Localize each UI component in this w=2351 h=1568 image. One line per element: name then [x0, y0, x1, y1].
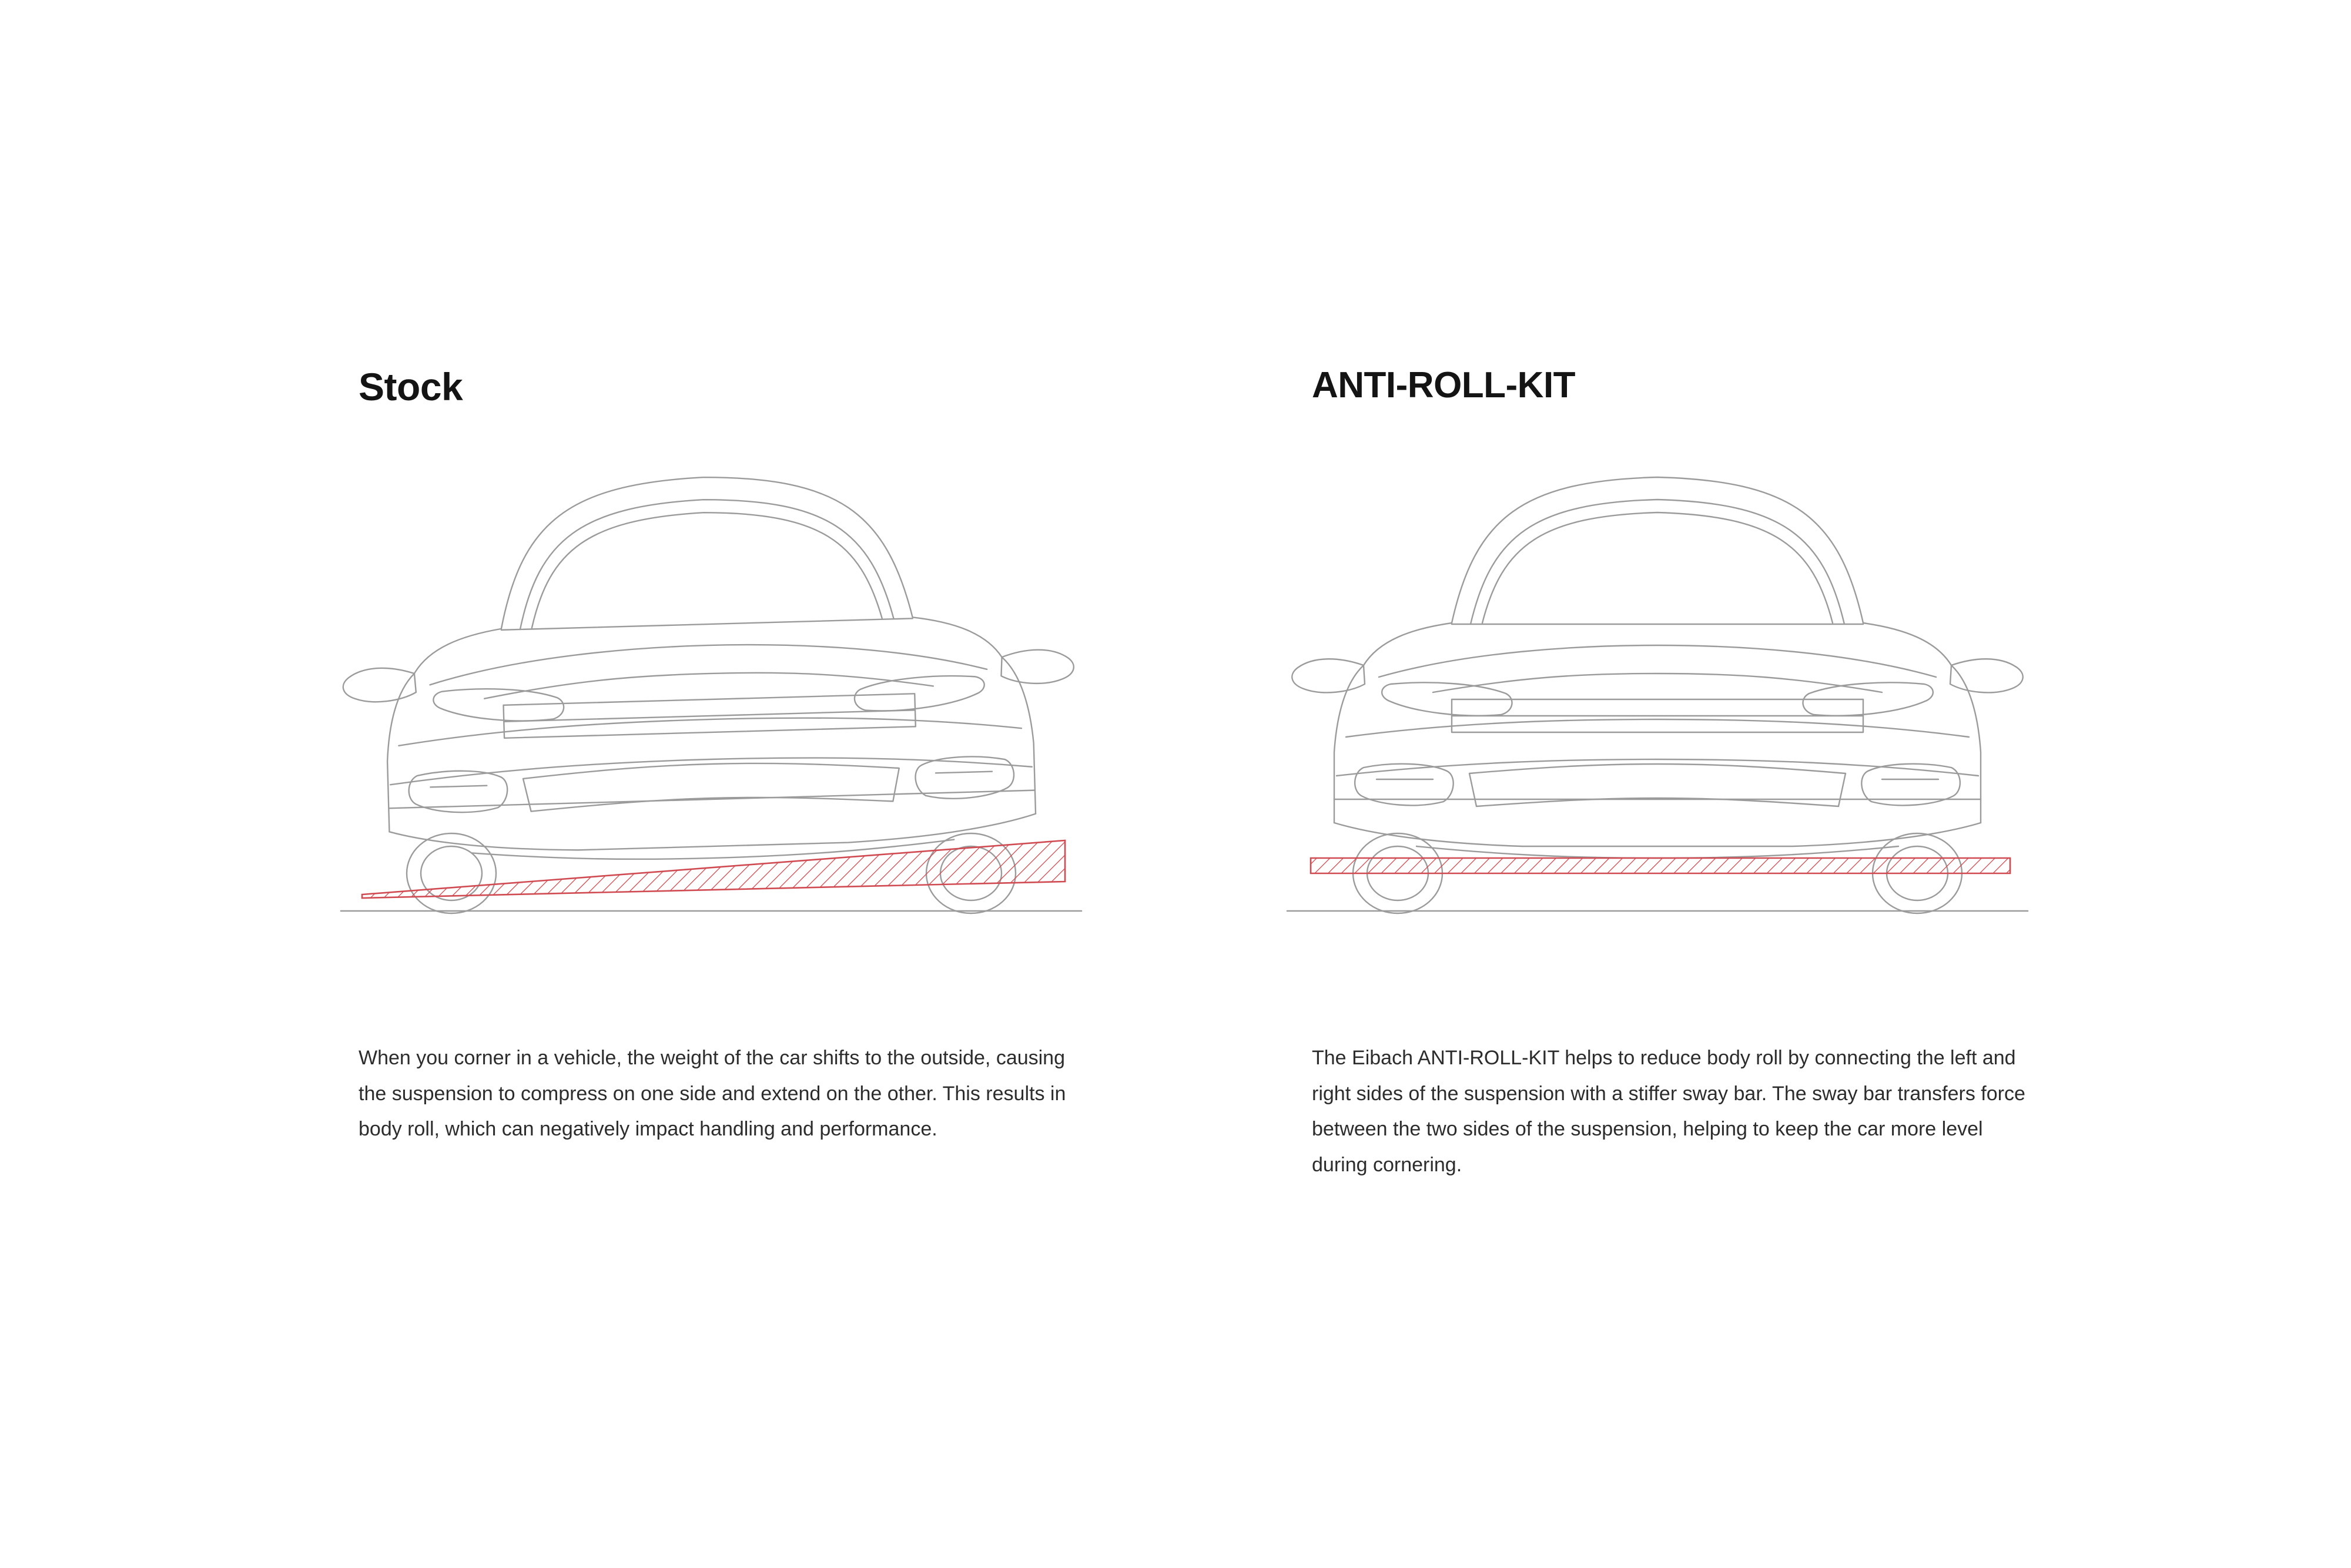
- panel-title-stock: Stock: [359, 365, 463, 408]
- car-front-view-body-roll-illustration: [329, 447, 1093, 958]
- panel-title-anti-roll-kit: ANTI-ROLL-KIT: [1312, 365, 1576, 406]
- car-front-view-level-illustration: [1275, 447, 2039, 958]
- panel-anti-roll-kit: [1176, 0, 2351, 1568]
- caption-stock: When you corner in a vehicle, the weight of the car shifts to the outside, causing the suspension to compress on one side and extend on the other. This results in body roll, which can negatively impact handling and performance.: [359, 1047, 1066, 1141]
- caption-anti-roll-kit: The Eibach ANTI-ROLL-KIT helps to reduce body roll by connecting the left and right sides of the suspension with a stiffer sway bar. The sway bar transfers force between the two sides of the suspension, helping to keep the car more level during cornering.: [1312, 1047, 2025, 1176]
